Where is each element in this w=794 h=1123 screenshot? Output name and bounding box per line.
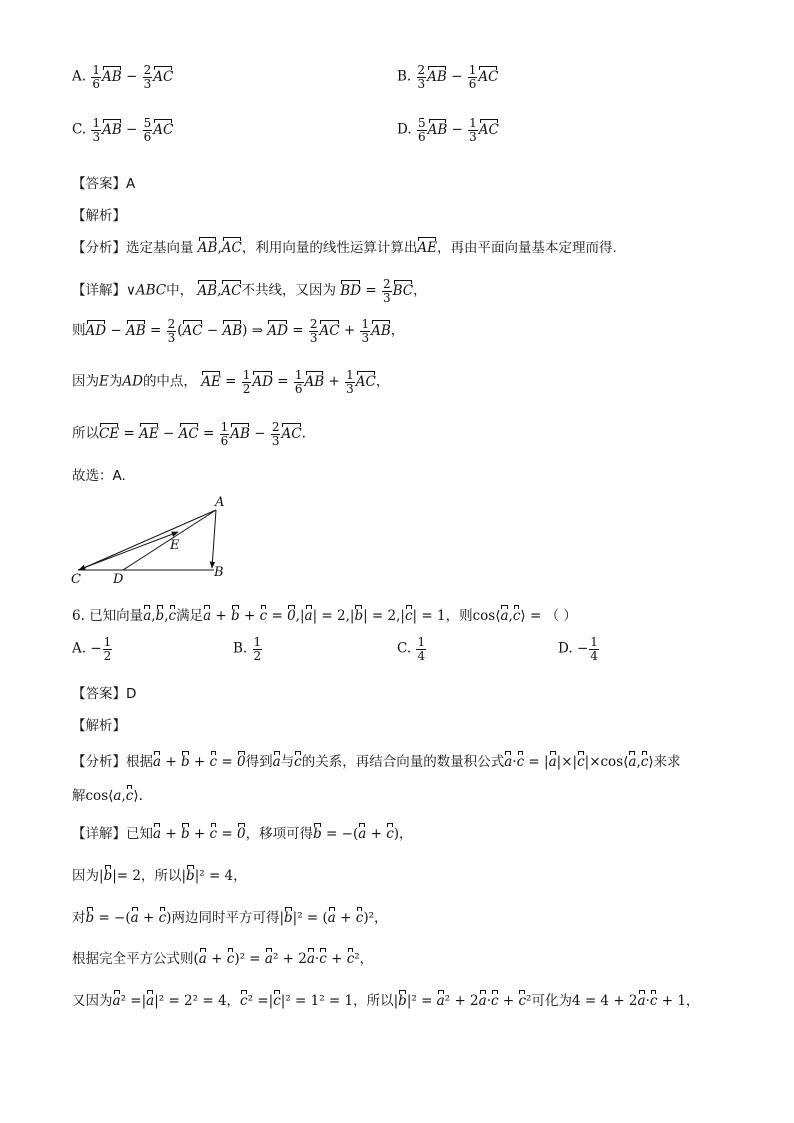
q5-detail-line4: 所以CE = AE − AC = $\frac{1}{6}$ AB − $\frac{2}{3}$ AC. bbox=[72, 420, 306, 448]
q6-detail-line3: 对b = −(a + c)两边同时平方可得|b|² = (a + c)²， bbox=[72, 910, 388, 926]
q6-detail-line2: 因为|b|= 2，所以|b|² = 4， bbox=[72, 868, 247, 884]
q5-analysis-tag: 【解析】 bbox=[72, 208, 126, 224]
q5-detail-line2: 则AD − AB = $\frac{2}{3}$ (AC − AB) ⇒ AD = $\frac{2}{3}$ AC + $\frac{1}{3}$ AB， bbox=[72, 317, 405, 345]
q6-option-a: A. − $\frac{1}{2}$ bbox=[72, 635, 112, 663]
q6-answer: 【答案】D bbox=[72, 686, 137, 702]
q5-option-b: B. $\frac{2}{3}$ AB − $\frac{1}{6}$ AC bbox=[397, 63, 499, 91]
vector-ab bbox=[212, 510, 216, 568]
q5-option-d: D. $\frac{5}{6}$ AB − $\frac{1}{3}$ AC bbox=[397, 116, 499, 144]
label-a: A bbox=[215, 495, 225, 510]
q5-detail-line3: 因为E为AD的中点， AE = $\frac{1}{2}$ AD = $\frac{1}{6}$ AB + $\frac{1}{3}$ AC， bbox=[72, 368, 390, 396]
q5-detail-line1: 【详解】∨ABC中， AB,AC不共线，又因为 BD = $\frac{2}{3}$ BC， bbox=[72, 277, 427, 305]
vector-ce bbox=[78, 532, 178, 570]
vector-ac bbox=[79, 510, 216, 570]
triangle-figure bbox=[66, 494, 236, 586]
label-e: E bbox=[170, 538, 180, 553]
q6-detail-line5: 又因为a² =|a|² = 2² = 4，c² =|c|² = 1² = 1，所以|b|² = a² + 2a·c + c²可化为4 = 4 + 2a·c + 1， bbox=[72, 993, 700, 1009]
q5-fenxi: 【分析】选定基向量 AB,AC，利用向量的线性运算计算出AE，再由平面向量基本定理而得. bbox=[72, 240, 617, 256]
q5-option-c: C. $\frac{1}{3}$ AB − $\frac{5}{6}$ AC bbox=[72, 116, 174, 144]
q5-answer: 【答案】A bbox=[72, 176, 136, 192]
q6-analysis-tag: 【解析】 bbox=[72, 718, 126, 734]
q6-option-b: B. $\frac{1}{2}$ bbox=[233, 635, 262, 663]
q6-option-d: D. − $\frac{1}{4}$ bbox=[558, 635, 598, 663]
q6-fenxi-line2: 解cos⟨a,c⟩. bbox=[72, 788, 143, 804]
label-c: C bbox=[71, 572, 81, 586]
q6-fenxi-line1: 【分析】根据a + b + c = 0得到a与c的关系，再结合向量的数量积公式a·c = |a|×|c|×cos⟨a,c⟩来求 bbox=[72, 754, 681, 770]
q5-option-a: A. $\frac{1}{6}$ AB − $\frac{2}{3}$ AC bbox=[72, 63, 174, 91]
q6-detail-line4: 根据完全平方公式则(a + c)² = a² + 2a·c + c²， bbox=[72, 951, 374, 967]
q5-choose: 故选：A. bbox=[72, 468, 126, 484]
q6-option-c: C. $\frac{1}{4}$ bbox=[397, 635, 426, 663]
q6-detail-line1: 【详解】已知a + b + c = 0，移项可得b = −(a + c)， bbox=[72, 826, 413, 842]
label-d: D bbox=[113, 572, 124, 586]
label-b: B bbox=[214, 565, 224, 580]
q6-stem: 6. 已知向量a,b,c满足a + b + c = 0,|a| = 2,|b| = 2,|c| = 1，则cos⟨a,c⟩ = （ ） bbox=[72, 608, 577, 624]
